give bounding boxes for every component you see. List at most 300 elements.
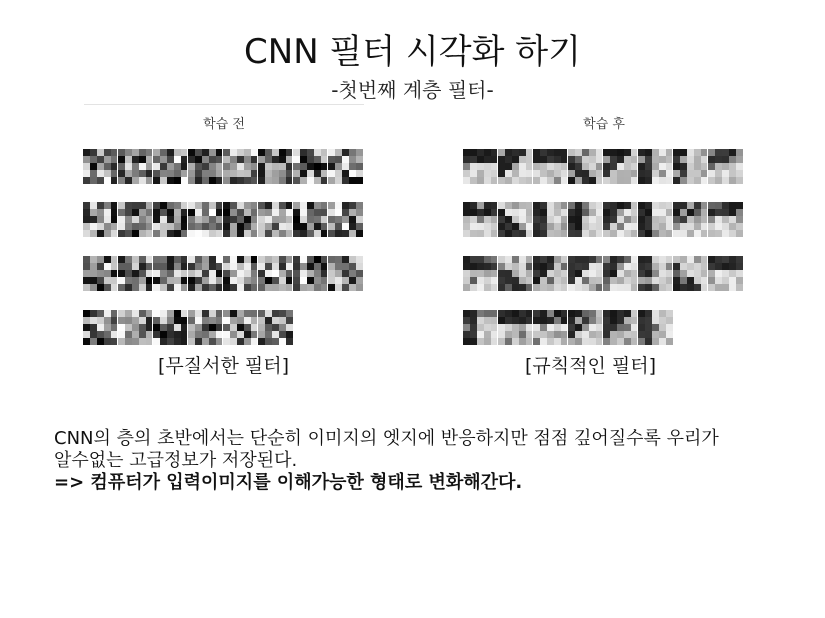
filter-pixel (526, 156, 533, 163)
filter-pixel (687, 216, 694, 223)
filter-pixel (230, 230, 237, 237)
filter-pixel (666, 156, 673, 163)
filter-pixel (279, 277, 286, 284)
filter-pixel (321, 209, 328, 216)
filter-pixel (617, 230, 624, 237)
filter-pixel (307, 209, 314, 216)
filter-pixel (673, 263, 680, 270)
filter-pixel (575, 324, 582, 331)
filter-pixel (223, 216, 230, 223)
filter-pixel (659, 324, 666, 331)
filter-pixel (610, 263, 617, 270)
filter-pixel (694, 230, 701, 237)
filter-pixel (540, 338, 547, 345)
filter-pixel (167, 163, 174, 170)
filter-pixel (561, 177, 568, 184)
filter-pixel (272, 270, 279, 277)
filter-pixel (680, 156, 687, 163)
filter-pixel (125, 317, 132, 324)
filter-pixel (125, 230, 132, 237)
filter-pixel (181, 177, 188, 184)
filter-pixel (533, 156, 540, 163)
filter-pixel (146, 331, 153, 338)
filter-pixel (209, 270, 216, 277)
filter-pixel (547, 230, 554, 237)
filter-pixel (90, 149, 97, 156)
filter-pixel (230, 202, 237, 209)
filter-pixel (258, 263, 265, 270)
filter-pixel (293, 223, 300, 230)
explanation-text (54, 428, 814, 494)
filter-pixel (104, 270, 111, 277)
filter-pixel (463, 149, 470, 156)
filter-pixel (708, 256, 715, 263)
filter-pixel (715, 156, 722, 163)
filter-pixel (146, 149, 153, 156)
filter-pixel (216, 209, 223, 216)
filter-pixel (356, 177, 363, 184)
filter-pixel (610, 156, 617, 163)
filter-pixel (582, 170, 589, 177)
filter-pixel (519, 216, 526, 223)
filter-pixel (181, 149, 188, 156)
filter-pixel (568, 163, 575, 170)
filter-pixel (736, 156, 743, 163)
filter-pixel (209, 223, 216, 230)
filter-pixel (335, 202, 342, 209)
filter-pixel (505, 177, 512, 184)
filter-pixel (216, 270, 223, 277)
filter-pixel (188, 156, 195, 163)
filter-pixel (349, 177, 356, 184)
filter-pixel (111, 156, 118, 163)
filter-pixel (146, 163, 153, 170)
filter-pixel (118, 163, 125, 170)
filter-pixel (680, 216, 687, 223)
filter-pixel (307, 223, 314, 230)
filter-pixel (139, 263, 146, 270)
filter-pixel (512, 223, 519, 230)
after-training-label: 학습 후 (583, 117, 625, 132)
filter-pixel (216, 170, 223, 177)
filter-pixel (575, 170, 582, 177)
filter-pixel (708, 149, 715, 156)
filter-pixel (181, 338, 188, 345)
filter-pixel (118, 216, 125, 223)
filter-pixel (83, 256, 90, 263)
filter-pixel (631, 324, 638, 331)
filter-pixel (491, 317, 498, 324)
filter-pixel (694, 149, 701, 156)
filter-pixel (356, 277, 363, 284)
filter-pixel (139, 270, 146, 277)
filter-pixel (230, 156, 237, 163)
filter-pixel (167, 263, 174, 270)
filter-pixel (582, 270, 589, 277)
filter-pixel (540, 317, 547, 324)
filter-pixel (111, 170, 118, 177)
filter-pixel (244, 284, 251, 291)
filter-pixel (582, 177, 589, 184)
filter-pixel (195, 202, 202, 209)
filter-pixel (83, 209, 90, 216)
filter-pixel (617, 331, 624, 338)
filter-pixel (736, 202, 743, 209)
filter-pixel (181, 317, 188, 324)
filter-pixel (195, 284, 202, 291)
filter-pixel (547, 256, 554, 263)
filter-pixel (286, 230, 293, 237)
filter-pixel (596, 216, 603, 223)
filter-pixel (356, 209, 363, 216)
filter-pixel (223, 277, 230, 284)
filter-pixel (463, 284, 470, 291)
filter-pixel (701, 216, 708, 223)
filter-pixel (216, 149, 223, 156)
filter-pixel (272, 202, 279, 209)
filter-pixel (202, 230, 209, 237)
filter-pixel (519, 177, 526, 184)
filter-pixel (272, 338, 279, 345)
filter-pixel (617, 284, 624, 291)
filter-pixel (568, 331, 575, 338)
filter-pixel (631, 156, 638, 163)
filter-pixel (533, 163, 540, 170)
divider (84, 104, 364, 105)
filter-pixel (491, 310, 498, 317)
filter-pixel (631, 216, 638, 223)
filter-pixel (237, 263, 244, 270)
filter-pixel (293, 216, 300, 223)
filter-pixel (188, 202, 195, 209)
filter-pixel (209, 310, 216, 317)
filter-pixel (90, 338, 97, 345)
filter-pixel (610, 317, 617, 324)
filter-pixel (139, 156, 146, 163)
filter-pixel (230, 310, 237, 317)
filter-pixel (244, 223, 251, 230)
filter-pixel (139, 310, 146, 317)
filter-pixel (470, 256, 477, 263)
filter-pixel (526, 324, 533, 331)
filter-pixel (596, 170, 603, 177)
filter-pixel (272, 324, 279, 331)
filter-pixel (132, 284, 139, 291)
filter-pixel (610, 310, 617, 317)
filter-pixel (118, 331, 125, 338)
filter-pixel (216, 263, 223, 270)
filter-pixel (694, 156, 701, 163)
filter-pixel (638, 284, 645, 291)
filter-pixel (652, 256, 659, 263)
filter-pixel (202, 284, 209, 291)
filter-pixel (610, 170, 617, 177)
filter-pixel (237, 317, 244, 324)
filter-pixel (104, 310, 111, 317)
filter-pixel (561, 149, 568, 156)
filter-pixel (722, 230, 729, 237)
filter-pixel (491, 331, 498, 338)
filter-pixel (202, 310, 209, 317)
filter-pixel (174, 163, 181, 170)
filter-pixel (526, 277, 533, 284)
filter-pixel (286, 149, 293, 156)
filter-pixel (729, 284, 736, 291)
filter-pixel (715, 177, 722, 184)
filter-pixel (498, 263, 505, 270)
filter-pixel (526, 270, 533, 277)
filter-pixel (97, 216, 104, 223)
filter-pixel (167, 317, 174, 324)
filter-pixel (90, 170, 97, 177)
filter-pixel (498, 230, 505, 237)
filter-pixel (631, 331, 638, 338)
filter-pixel (463, 223, 470, 230)
filter-pixel (659, 156, 666, 163)
filter-pixel (181, 284, 188, 291)
filter-pixel (209, 163, 216, 170)
filter-pixel (554, 310, 561, 317)
filter-pixel (631, 230, 638, 237)
filter-pixel (125, 270, 132, 277)
filter-pixel (708, 202, 715, 209)
filter-pixel (209, 170, 216, 177)
filter-pixel (237, 338, 244, 345)
filter-pixel (505, 209, 512, 216)
filter-pixel (293, 156, 300, 163)
filter-pixel (673, 202, 680, 209)
filter-pixel (582, 317, 589, 324)
filter-pixel (736, 230, 743, 237)
filter-pixel (125, 170, 132, 177)
filter-pixel (230, 216, 237, 223)
filter-pixel (321, 202, 328, 209)
filter-pixel (349, 256, 356, 263)
filter-pixel (265, 256, 272, 263)
filter-pixel (342, 177, 349, 184)
filter-pixel (251, 177, 258, 184)
filter-pixel (118, 310, 125, 317)
filter-pixel (561, 317, 568, 324)
filter-pixel (356, 223, 363, 230)
filter-pixel (645, 209, 652, 216)
filter-pixel (146, 270, 153, 277)
filter-pixel (659, 284, 666, 291)
filter-pixel (715, 270, 722, 277)
filter-pixel (188, 263, 195, 270)
filter-pixel (216, 163, 223, 170)
filter-pixel (244, 331, 251, 338)
filter-pixel (554, 170, 561, 177)
filter-pixel (342, 163, 349, 170)
filter-pixel (90, 223, 97, 230)
filter-pixel (111, 338, 118, 345)
filter-pixel (230, 331, 237, 338)
filter-pixel (603, 338, 610, 345)
filter-pixel (97, 230, 104, 237)
filter-pixel (174, 216, 181, 223)
filter-pixel (617, 270, 624, 277)
filter-pixel (223, 338, 230, 345)
filter-pixel (547, 324, 554, 331)
filter-pixel (104, 163, 111, 170)
filter-pixel (512, 216, 519, 223)
filter-pixel (279, 338, 286, 345)
filter-pixel (470, 270, 477, 277)
filter-pixel (701, 263, 708, 270)
filter-pixel (328, 277, 335, 284)
filter-pixel (582, 156, 589, 163)
filter-pixel (666, 338, 673, 345)
filter-pixel (153, 324, 160, 331)
filter-pixel (90, 331, 97, 338)
filter-pixel (244, 277, 251, 284)
filter-pixel (335, 216, 342, 223)
filter-pixel (533, 256, 540, 263)
filter-pixel (617, 177, 624, 184)
filter-pixel (729, 263, 736, 270)
filter-pixel (540, 230, 547, 237)
filter-pixel (680, 163, 687, 170)
filter-pixel (631, 256, 638, 263)
filter-pixel (244, 149, 251, 156)
filter-pixel (104, 177, 111, 184)
filter-pixel (561, 202, 568, 209)
filter-pixel (463, 170, 470, 177)
filter-pixel (230, 170, 237, 177)
filter-pixel (125, 202, 132, 209)
filter-pixel (174, 310, 181, 317)
filter-pixel (659, 270, 666, 277)
filter-pixel (356, 263, 363, 270)
filter-pixel (307, 149, 314, 156)
filter-pixel (463, 156, 470, 163)
filter-pixel (167, 310, 174, 317)
filter-pixel (258, 270, 265, 277)
filter-pixel (568, 177, 575, 184)
filter-pixel (265, 156, 272, 163)
filter-pixel (652, 216, 659, 223)
filter-pixel (244, 317, 251, 324)
filter-pixel (223, 230, 230, 237)
filter-pixel (512, 156, 519, 163)
filter-pixel (484, 202, 491, 209)
filter-pixel (356, 216, 363, 223)
filter-pixel (125, 310, 132, 317)
filter-pixel (512, 284, 519, 291)
filter-pixel (617, 263, 624, 270)
filter-pixel (188, 310, 195, 317)
filter-pixel (153, 230, 160, 237)
filter-pixel (209, 230, 216, 237)
filter-pixel (321, 163, 328, 170)
filter-pixel (209, 284, 216, 291)
filter-pixel (624, 256, 631, 263)
filter-pixel (167, 202, 174, 209)
filter-pixel (300, 256, 307, 263)
filter-pixel (97, 263, 104, 270)
filter-pixel (188, 230, 195, 237)
filter-pixel (307, 170, 314, 177)
filter-pixel (237, 324, 244, 331)
filter-pixel (272, 331, 279, 338)
filter-pixel (223, 163, 230, 170)
filter-pixel (349, 149, 356, 156)
filter-pixel (209, 317, 216, 324)
filter-pixel (307, 263, 314, 270)
filter-pixel (631, 149, 638, 156)
filter-pixel (251, 216, 258, 223)
filter-pixel (202, 170, 209, 177)
filter-pixel (603, 216, 610, 223)
filter-pixel (153, 163, 160, 170)
filter-pixel (526, 223, 533, 230)
filter-pixel (736, 170, 743, 177)
filter-pixel (328, 202, 335, 209)
filter-pixel (251, 284, 258, 291)
filter-pixel (477, 170, 484, 177)
filter-pixel (202, 331, 209, 338)
filter-pixel (188, 256, 195, 263)
filter-pixel (554, 230, 561, 237)
filter-pixel (477, 284, 484, 291)
filter-pixel (188, 177, 195, 184)
filter-pixel (146, 324, 153, 331)
filter-pixel (491, 230, 498, 237)
filter-pixel (561, 284, 568, 291)
filter-pixel (293, 163, 300, 170)
filter-pixel (118, 177, 125, 184)
filter-pixel (645, 284, 652, 291)
filter-pixel (153, 156, 160, 163)
filter-pixel (652, 284, 659, 291)
filter-pixel (104, 256, 111, 263)
filter-pixel (652, 170, 659, 177)
filter-pixel (314, 170, 321, 177)
filter-pixel (638, 317, 645, 324)
filter-pixel (90, 317, 97, 324)
filter-pixel (174, 284, 181, 291)
filter-pixel (314, 202, 321, 209)
filter-pixel (216, 317, 223, 324)
filter-pixel (589, 324, 596, 331)
filter-pixel (195, 209, 202, 216)
filter-pixel (104, 216, 111, 223)
filter-pixel (491, 209, 498, 216)
filter-pixel (561, 216, 568, 223)
filter-pixel (673, 149, 680, 156)
filter-pixel (568, 216, 575, 223)
filter-pixel (202, 202, 209, 209)
filter-pixel (694, 277, 701, 284)
filter-pixel (561, 324, 568, 331)
filter-pixel (673, 230, 680, 237)
filter-pixel (603, 270, 610, 277)
filter-pixel (519, 230, 526, 237)
filter-pixel (195, 149, 202, 156)
after-caption: [규칙적인 필터] (525, 355, 656, 377)
filter-pixel (519, 310, 526, 317)
filter-pixel (687, 256, 694, 263)
filter-pixel (104, 284, 111, 291)
filter-pixel (701, 163, 708, 170)
filter-pixel (139, 216, 146, 223)
filter-pixel (258, 177, 265, 184)
filter-pixel (603, 223, 610, 230)
filter-pixel (188, 163, 195, 170)
filter-pixel (701, 284, 708, 291)
filter-pixel (118, 256, 125, 263)
